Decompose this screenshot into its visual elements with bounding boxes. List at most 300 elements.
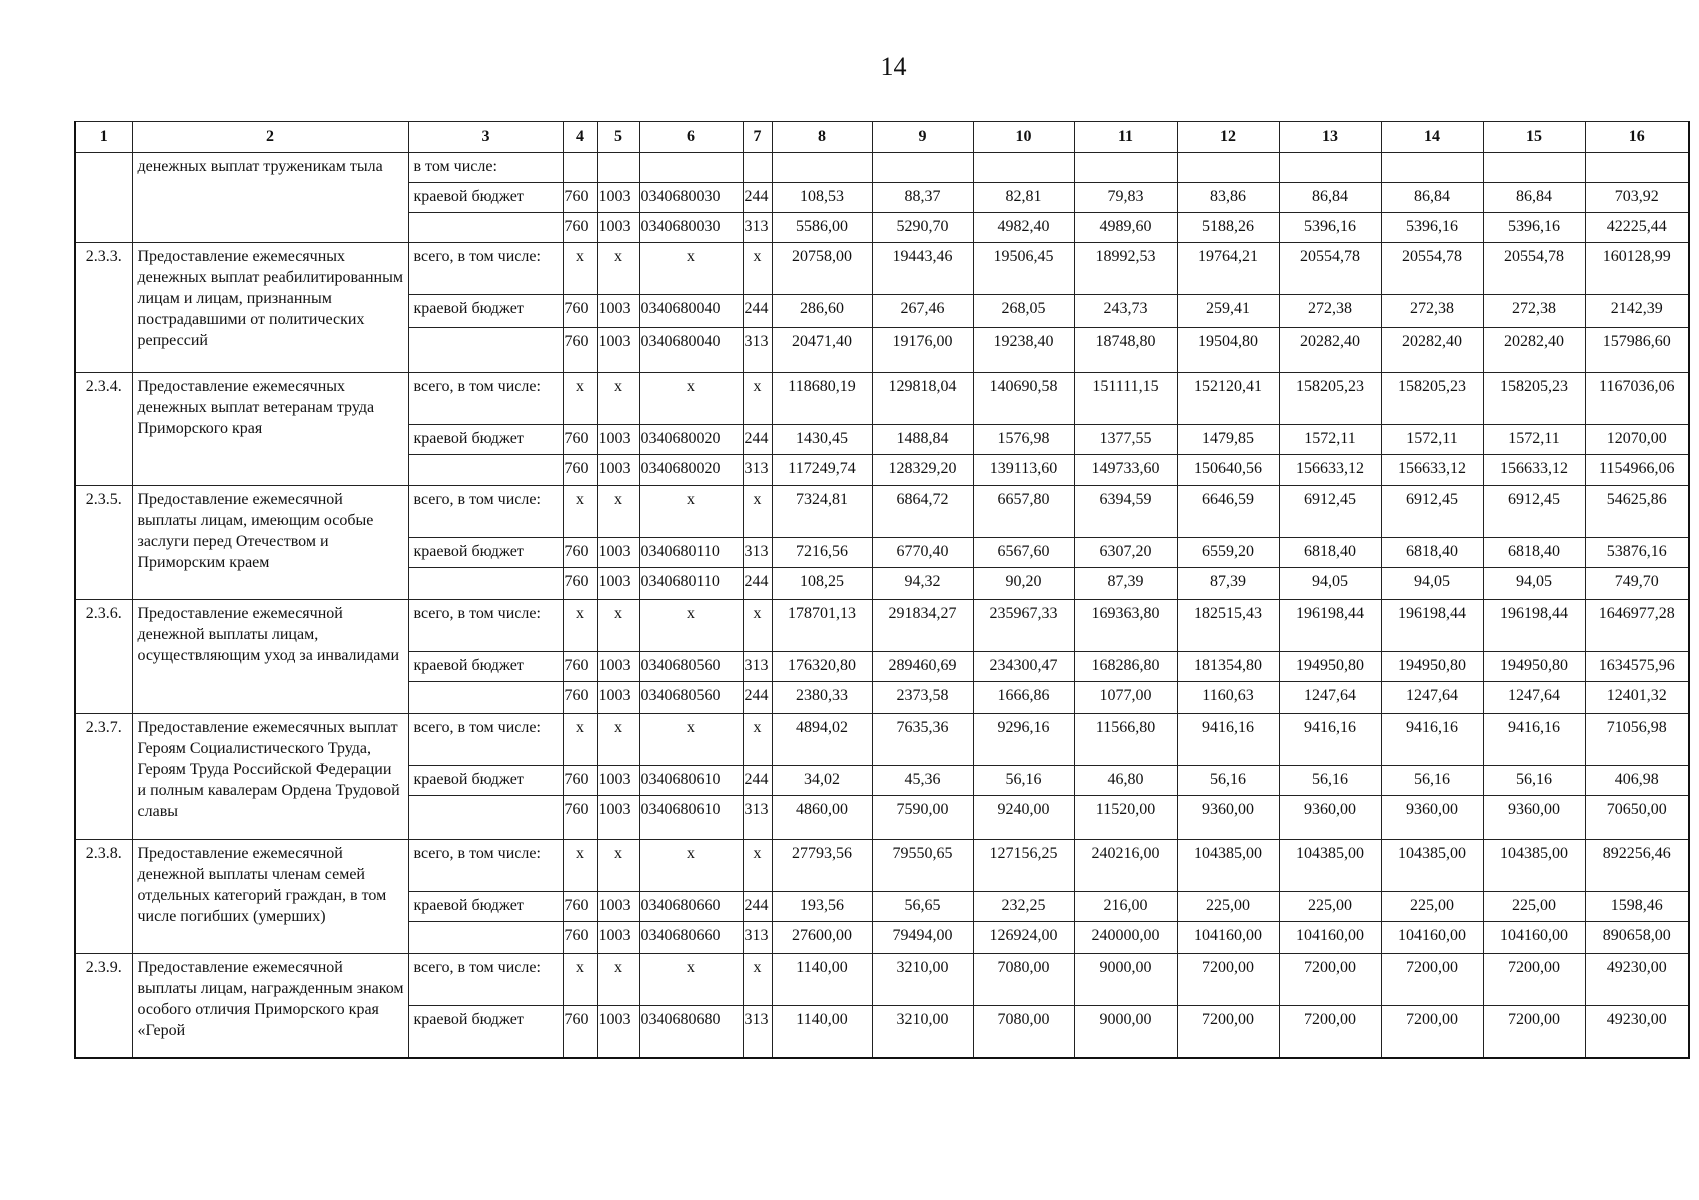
amount-col-16: 49230,00 [1585, 954, 1689, 1006]
amount-col-11: 216,00 [1074, 892, 1177, 922]
code-col-7 [743, 153, 772, 183]
code-col-4: 760 [563, 425, 597, 455]
funding-source [408, 796, 563, 840]
code-col-6: x [639, 840, 743, 892]
funding-source: всего, в том числе: [408, 600, 563, 652]
funding-source: краевой бюджет [408, 766, 563, 796]
amount-col-10: 232,25 [973, 892, 1074, 922]
amount-col-11: 18748,80 [1074, 328, 1177, 373]
col-header-16: 16 [1585, 122, 1689, 153]
amount-col-11 [1074, 153, 1177, 183]
code-col-5: 1003 [597, 538, 639, 568]
amount-col-13: 156633,12 [1279, 455, 1381, 486]
code-col-5: 1003 [597, 455, 639, 486]
amount-col-14 [1381, 153, 1483, 183]
funding-source: краевой бюджет [408, 425, 563, 455]
amount-col-16: 406,98 [1585, 766, 1689, 796]
funding-source: всего, в том числе: [408, 243, 563, 295]
code-col-4: 760 [563, 682, 597, 714]
amount-col-14: 158205,23 [1381, 373, 1483, 425]
amount-col-10: 6567,60 [973, 538, 1074, 568]
amount-col-15: 104160,00 [1483, 922, 1585, 954]
code-col-6: x [639, 600, 743, 652]
table-row [75, 373, 1689, 425]
measure-name: Предоставление ежемесячной денежной выплаты членам семей отдельных категорий граждан, в том числе погибших (умерших) [132, 840, 408, 954]
amount-col-16: 53876,16 [1585, 538, 1689, 568]
amount-col-10: 56,16 [973, 766, 1074, 796]
amount-col-15: 20282,40 [1483, 328, 1585, 373]
amount-col-16: 1634575,96 [1585, 652, 1689, 682]
code-col-7: 244 [743, 892, 772, 922]
funding-source [408, 328, 563, 373]
amount-col-11: 79,83 [1074, 183, 1177, 213]
code-col-4: x [563, 954, 597, 1006]
code-col-6: x [639, 373, 743, 425]
code-col-7: 313 [743, 538, 772, 568]
code-col-7: 244 [743, 425, 772, 455]
col-header-15: 15 [1483, 122, 1585, 153]
amount-col-8: 4860,00 [772, 796, 872, 840]
code-col-5: 1003 [597, 766, 639, 796]
code-col-4: 760 [563, 455, 597, 486]
table-row [75, 714, 1689, 766]
amount-col-9: 88,37 [872, 183, 973, 213]
amount-col-15: 1247,64 [1483, 682, 1585, 714]
amount-col-16: 892256,46 [1585, 840, 1689, 892]
amount-col-12: 9360,00 [1177, 796, 1279, 840]
amount-col-8: 108,25 [772, 568, 872, 600]
code-col-6: 0340680110 [639, 568, 743, 600]
amount-col-12: 104160,00 [1177, 922, 1279, 954]
amount-col-10: 126924,00 [973, 922, 1074, 954]
amount-col-11: 240216,00 [1074, 840, 1177, 892]
col-header-13: 13 [1279, 122, 1381, 153]
table-row [75, 954, 1689, 1006]
amount-col-9: 2373,58 [872, 682, 973, 714]
amount-col-14: 7200,00 [1381, 954, 1483, 1006]
amount-col-10: 235967,33 [973, 600, 1074, 652]
funding-source: всего, в том числе: [408, 954, 563, 1006]
code-col-6: x [639, 243, 743, 295]
code-col-7: 313 [743, 652, 772, 682]
row-number: 2.3.5. [75, 486, 132, 600]
code-col-4: 760 [563, 183, 597, 213]
budget-table [74, 121, 1690, 1059]
amount-col-11: 1077,00 [1074, 682, 1177, 714]
amount-col-16 [1585, 153, 1689, 183]
amount-col-8: 27600,00 [772, 922, 872, 954]
amount-col-14: 1247,64 [1381, 682, 1483, 714]
amount-col-16: 42225,44 [1585, 213, 1689, 243]
amount-col-15: 9360,00 [1483, 796, 1585, 840]
measure-name: Предоставление ежемесячных выплат Героям Социалистического Труда, Героям Труда Российской Федерации и полным кавалерам Ордена Трудовой славы [132, 714, 408, 840]
funding-source [408, 455, 563, 486]
code-col-5: 1003 [597, 213, 639, 243]
funding-source: всего, в том числе: [408, 486, 563, 538]
code-col-4 [563, 153, 597, 183]
funding-source: краевой бюджет [408, 183, 563, 213]
funding-source: краевой бюджет [408, 652, 563, 682]
code-col-6: 0340680560 [639, 682, 743, 714]
col-header-10: 10 [973, 122, 1074, 153]
code-col-6: 0340680020 [639, 425, 743, 455]
amount-col-15: 94,05 [1483, 568, 1585, 600]
code-col-7: x [743, 954, 772, 1006]
row-number: 2.3.8. [75, 840, 132, 954]
amount-col-16: 1167036,06 [1585, 373, 1689, 425]
code-col-4: 760 [563, 1006, 597, 1058]
amount-col-9: 6770,40 [872, 538, 973, 568]
amount-col-16: 12401,32 [1585, 682, 1689, 714]
code-col-4: x [563, 600, 597, 652]
amount-col-13: 196198,44 [1279, 600, 1381, 652]
amount-col-11: 243,73 [1074, 295, 1177, 328]
code-col-5: x [597, 714, 639, 766]
amount-col-12: 6559,20 [1177, 538, 1279, 568]
amount-col-14: 20554,78 [1381, 243, 1483, 295]
amount-col-15: 272,38 [1483, 295, 1585, 328]
code-col-6: 0340680020 [639, 455, 743, 486]
amount-col-10: 9296,16 [973, 714, 1074, 766]
amount-col-9: 3210,00 [872, 1006, 973, 1058]
amount-col-11: 168286,80 [1074, 652, 1177, 682]
code-col-7: 244 [743, 568, 772, 600]
code-col-5: 1003 [597, 796, 639, 840]
code-col-4: 760 [563, 766, 597, 796]
amount-col-11: 6394,59 [1074, 486, 1177, 538]
code-col-5: x [597, 954, 639, 1006]
code-col-4: 760 [563, 652, 597, 682]
col-header-7: 7 [743, 122, 772, 153]
amount-col-9: 6864,72 [872, 486, 973, 538]
amount-col-13: 5396,16 [1279, 213, 1381, 243]
amount-col-8: 27793,56 [772, 840, 872, 892]
amount-col-13: 56,16 [1279, 766, 1381, 796]
table-row [75, 486, 1689, 538]
amount-col-10: 82,81 [973, 183, 1074, 213]
amount-col-9 [872, 153, 973, 183]
funding-source: всего, в том числе: [408, 373, 563, 425]
col-header-8: 8 [772, 122, 872, 153]
col-header-1: 1 [75, 122, 132, 153]
amount-col-12: 19764,21 [1177, 243, 1279, 295]
amount-col-9: 7635,36 [872, 714, 973, 766]
code-col-5: 1003 [597, 892, 639, 922]
amount-col-12: 83,86 [1177, 183, 1279, 213]
code-col-5 [597, 153, 639, 183]
code-col-5: x [597, 373, 639, 425]
amount-col-11: 4989,60 [1074, 213, 1177, 243]
amount-col-15: 7200,00 [1483, 1006, 1585, 1058]
amount-col-8: 108,53 [772, 183, 872, 213]
code-col-6: 0340680610 [639, 766, 743, 796]
col-header-14: 14 [1381, 122, 1483, 153]
row-number: 2.3.9. [75, 954, 132, 1058]
amount-col-10: 268,05 [973, 295, 1074, 328]
amount-col-16: 1598,46 [1585, 892, 1689, 922]
code-col-7: 244 [743, 766, 772, 796]
amount-col-14: 6912,45 [1381, 486, 1483, 538]
amount-col-12: 56,16 [1177, 766, 1279, 796]
amount-col-16: 2142,39 [1585, 295, 1689, 328]
measure-name: Предоставление ежемесячной выплаты лицам, имеющим особые заслуги перед Отечеством и Приморским краем [132, 486, 408, 600]
row-number: 2.3.4. [75, 373, 132, 486]
code-col-6: 0340680040 [639, 328, 743, 373]
amount-col-8: 4894,02 [772, 714, 872, 766]
row-number [75, 153, 132, 243]
funding-source [408, 213, 563, 243]
table-row [75, 600, 1689, 652]
amount-col-12: 225,00 [1177, 892, 1279, 922]
amount-col-14: 56,16 [1381, 766, 1483, 796]
amount-col-9: 129818,04 [872, 373, 973, 425]
code-col-5: 1003 [597, 568, 639, 600]
funding-source: краевой бюджет [408, 892, 563, 922]
col-header-9: 9 [872, 122, 973, 153]
amount-col-8: 117249,74 [772, 455, 872, 486]
amount-col-14: 20282,40 [1381, 328, 1483, 373]
amount-col-16: 54625,86 [1585, 486, 1689, 538]
amount-col-15: 6912,45 [1483, 486, 1585, 538]
col-header-4: 4 [563, 122, 597, 153]
code-col-6: x [639, 486, 743, 538]
code-col-6: 0340680660 [639, 922, 743, 954]
amount-col-8: 178701,13 [772, 600, 872, 652]
amount-col-8: 34,02 [772, 766, 872, 796]
code-col-5: 1003 [597, 682, 639, 714]
code-col-7: 244 [743, 682, 772, 714]
amount-col-13: 9416,16 [1279, 714, 1381, 766]
amount-col-13: 6912,45 [1279, 486, 1381, 538]
amount-col-8 [772, 153, 872, 183]
code-col-4: 760 [563, 328, 597, 373]
row-number: 2.3.6. [75, 600, 132, 714]
code-col-7: x [743, 373, 772, 425]
amount-col-15: 9416,16 [1483, 714, 1585, 766]
amount-col-15: 5396,16 [1483, 213, 1585, 243]
code-col-4: 760 [563, 892, 597, 922]
code-col-5: 1003 [597, 1006, 639, 1058]
amount-col-14: 156633,12 [1381, 455, 1483, 486]
amount-col-10: 1576,98 [973, 425, 1074, 455]
measure-name: денежных выплат труженикам тыла [132, 153, 408, 243]
amount-col-13: 272,38 [1279, 295, 1381, 328]
amount-col-14: 104385,00 [1381, 840, 1483, 892]
col-header-5: 5 [597, 122, 639, 153]
code-col-5: 1003 [597, 183, 639, 213]
amount-col-15: 1572,11 [1483, 425, 1585, 455]
amount-col-14: 7200,00 [1381, 1006, 1483, 1058]
amount-col-14: 196198,44 [1381, 600, 1483, 652]
amount-col-10: 6657,80 [973, 486, 1074, 538]
code-col-7: 244 [743, 295, 772, 328]
amount-col-13: 20554,78 [1279, 243, 1381, 295]
funding-source [408, 568, 563, 600]
page-number: 14 [880, 52, 907, 81]
amount-col-8: 1140,00 [772, 1006, 872, 1058]
amount-col-8: 1140,00 [772, 954, 872, 1006]
amount-col-12: 152120,41 [1177, 373, 1279, 425]
code-col-7: x [743, 600, 772, 652]
code-col-6: 0340680610 [639, 796, 743, 840]
code-col-6: x [639, 954, 743, 1006]
amount-col-9: 79550,65 [872, 840, 973, 892]
header-row [75, 122, 1689, 153]
amount-col-8: 193,56 [772, 892, 872, 922]
code-col-6: 0340680110 [639, 538, 743, 568]
amount-col-11: 151111,15 [1074, 373, 1177, 425]
measure-name: Предоставление ежемесячных денежных выплат ветеранам труда Приморского края [132, 373, 408, 486]
amount-col-13: 20282,40 [1279, 328, 1381, 373]
code-col-7: x [743, 840, 772, 892]
amount-col-12: 6646,59 [1177, 486, 1279, 538]
measure-name: Предоставление ежемесячной выплаты лицам, награжденным знаком особого отличия Приморского края «Герой [132, 954, 408, 1058]
amount-col-13: 94,05 [1279, 568, 1381, 600]
amount-col-10: 7080,00 [973, 954, 1074, 1006]
code-col-4: 760 [563, 796, 597, 840]
amount-col-16: 1646977,28 [1585, 600, 1689, 652]
code-col-6: 0340680040 [639, 295, 743, 328]
code-col-4: 760 [563, 538, 597, 568]
funding-source: всего, в том числе: [408, 714, 563, 766]
amount-col-13: 1572,11 [1279, 425, 1381, 455]
amount-col-15: 156633,12 [1483, 455, 1585, 486]
amount-col-13: 7200,00 [1279, 954, 1381, 1006]
code-col-5: 1003 [597, 295, 639, 328]
code-col-4: x [563, 714, 597, 766]
amount-col-13: 86,84 [1279, 183, 1381, 213]
amount-col-16: 157986,60 [1585, 328, 1689, 373]
code-col-6 [639, 153, 743, 183]
funding-source [408, 922, 563, 954]
amount-col-15: 7200,00 [1483, 954, 1585, 1006]
amount-col-15: 6818,40 [1483, 538, 1585, 568]
code-col-7: 244 [743, 183, 772, 213]
amount-col-13: 9360,00 [1279, 796, 1381, 840]
amount-col-10: 4982,40 [973, 213, 1074, 243]
amount-col-11: 11566,80 [1074, 714, 1177, 766]
amount-col-8: 20471,40 [772, 328, 872, 373]
amount-col-16: 70650,00 [1585, 796, 1689, 840]
funding-source [408, 682, 563, 714]
amount-col-14: 225,00 [1381, 892, 1483, 922]
col-header-12: 12 [1177, 122, 1279, 153]
code-col-7: 313 [743, 455, 772, 486]
amount-col-12: 87,39 [1177, 568, 1279, 600]
code-col-4: 760 [563, 568, 597, 600]
amount-col-12: 7200,00 [1177, 1006, 1279, 1058]
measure-name: Предоставление ежемесячных денежных выплат реабилитированным лицам и лицам, признанным пострадавшими от политических репрессий [132, 243, 408, 373]
code-col-5: x [597, 486, 639, 538]
code-col-4: 760 [563, 213, 597, 243]
amount-col-12: 1160,63 [1177, 682, 1279, 714]
amount-col-8: 118680,19 [772, 373, 872, 425]
amount-col-8: 20758,00 [772, 243, 872, 295]
amount-col-8: 7216,56 [772, 538, 872, 568]
amount-col-10: 1666,86 [973, 682, 1074, 714]
amount-col-16: 12070,00 [1585, 425, 1689, 455]
amount-col-8: 176320,80 [772, 652, 872, 682]
amount-col-15: 225,00 [1483, 892, 1585, 922]
code-col-5: 1003 [597, 922, 639, 954]
code-col-5: x [597, 243, 639, 295]
code-col-6: 0340680560 [639, 652, 743, 682]
amount-col-13: 1247,64 [1279, 682, 1381, 714]
amount-col-15: 194950,80 [1483, 652, 1585, 682]
col-header-6: 6 [639, 122, 743, 153]
code-col-5: x [597, 840, 639, 892]
amount-col-13: 158205,23 [1279, 373, 1381, 425]
amount-col-10: 19506,45 [973, 243, 1074, 295]
funding-source: в том числе: [408, 153, 563, 183]
amount-col-15: 86,84 [1483, 183, 1585, 213]
funding-source: краевой бюджет [408, 1006, 563, 1058]
amount-col-13: 6818,40 [1279, 538, 1381, 568]
table-row [75, 840, 1689, 892]
amount-col-10: 234300,47 [973, 652, 1074, 682]
code-col-7: 313 [743, 1006, 772, 1058]
amount-col-10: 140690,58 [973, 373, 1074, 425]
amount-col-14: 1572,11 [1381, 425, 1483, 455]
amount-col-12: 5188,26 [1177, 213, 1279, 243]
funding-source: всего, в том числе: [408, 840, 563, 892]
amount-col-10: 139113,60 [973, 455, 1074, 486]
row-number: 2.3.7. [75, 714, 132, 840]
code-col-7: 313 [743, 796, 772, 840]
amount-col-8: 1430,45 [772, 425, 872, 455]
amount-col-16: 71056,98 [1585, 714, 1689, 766]
code-col-7: x [743, 243, 772, 295]
amount-col-15: 104385,00 [1483, 840, 1585, 892]
amount-col-9: 1488,84 [872, 425, 973, 455]
code-col-7: 313 [743, 213, 772, 243]
amount-col-13: 225,00 [1279, 892, 1381, 922]
col-header-3: 3 [408, 122, 563, 153]
amount-col-13: 194950,80 [1279, 652, 1381, 682]
amount-col-12: 181354,80 [1177, 652, 1279, 682]
code-col-4: 760 [563, 295, 597, 328]
amount-col-10: 90,20 [973, 568, 1074, 600]
amount-col-12: 7200,00 [1177, 954, 1279, 1006]
amount-col-9: 19176,00 [872, 328, 973, 373]
code-col-7: 313 [743, 328, 772, 373]
code-col-6: x [639, 714, 743, 766]
amount-col-9: 45,36 [872, 766, 973, 796]
amount-col-16: 703,92 [1585, 183, 1689, 213]
amount-col-15: 20554,78 [1483, 243, 1585, 295]
amount-col-9: 94,32 [872, 568, 973, 600]
code-col-6: 0340680030 [639, 183, 743, 213]
amount-col-12: 9416,16 [1177, 714, 1279, 766]
amount-col-11: 6307,20 [1074, 538, 1177, 568]
amount-col-15: 56,16 [1483, 766, 1585, 796]
amount-col-9: 128329,20 [872, 455, 973, 486]
amount-col-12: 259,41 [1177, 295, 1279, 328]
amount-col-15: 196198,44 [1483, 600, 1585, 652]
amount-col-9: 267,46 [872, 295, 973, 328]
amount-col-16: 890658,00 [1585, 922, 1689, 954]
code-col-4: x [563, 840, 597, 892]
code-col-4: x [563, 373, 597, 425]
amount-col-8: 2380,33 [772, 682, 872, 714]
amount-col-9: 289460,69 [872, 652, 973, 682]
amount-col-13: 7200,00 [1279, 1006, 1381, 1058]
amount-col-8: 5586,00 [772, 213, 872, 243]
amount-col-12: 104385,00 [1177, 840, 1279, 892]
amount-col-14: 9360,00 [1381, 796, 1483, 840]
amount-col-16: 1154966,06 [1585, 455, 1689, 486]
amount-col-12 [1177, 153, 1279, 183]
